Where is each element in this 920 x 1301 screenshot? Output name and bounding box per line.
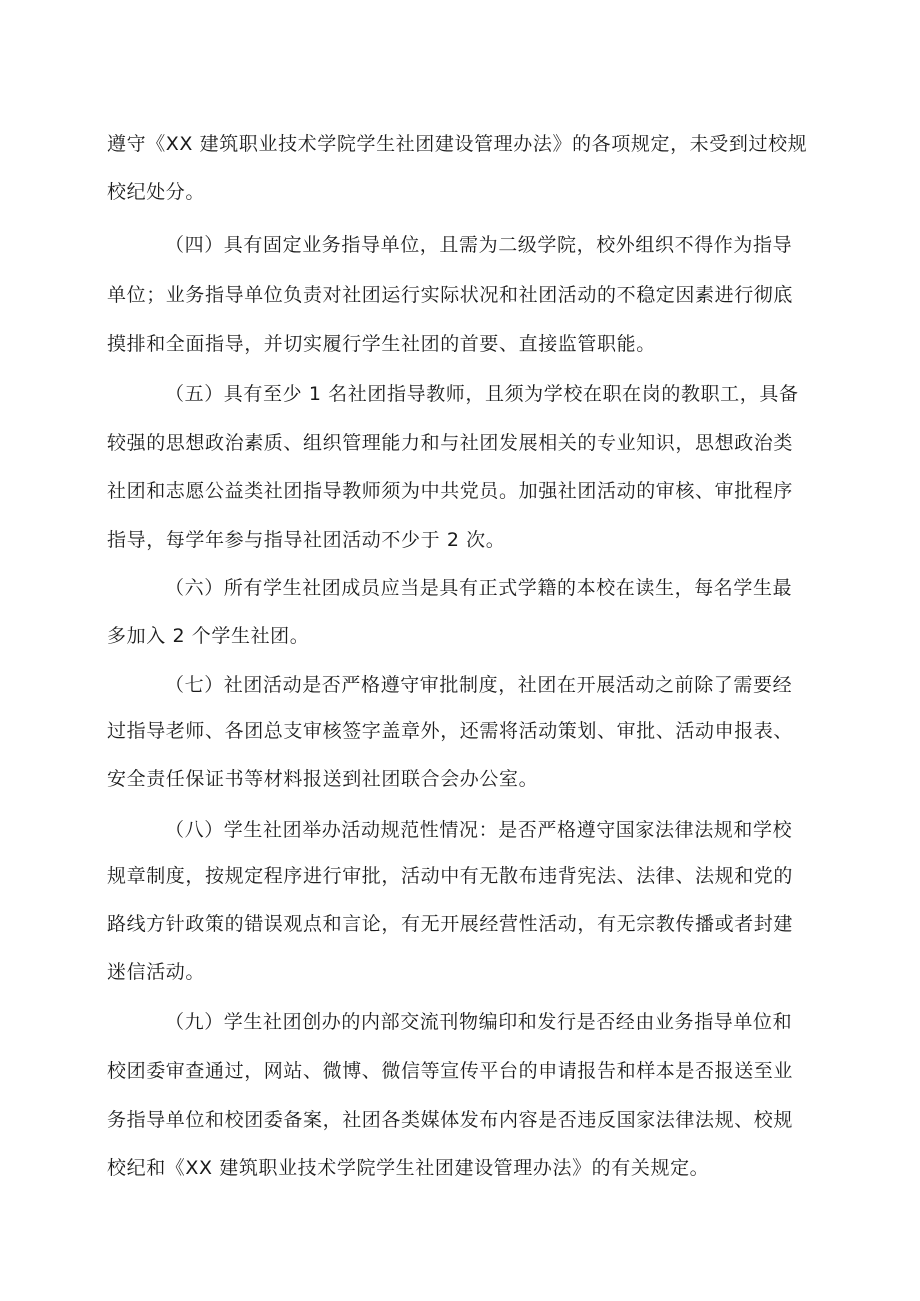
paragraph-first-line: （八）学生社团举办活动规范性情况：是否严格遵守国家法律法规和学校 xyxy=(165,819,793,841)
text-line: 校团委审查通过，网站、微博、微信等宣传平台的申请报告和样本是否报送至业 xyxy=(107,1060,794,1082)
text-line: 路线方针政策的错误观点和言论，有无开展经营性活动，有无宗教传播或者封建 xyxy=(107,913,794,935)
text-line: 规章制度，按规定程序进行审批，活动中有无散布违背宪法、法律、法规和党的 xyxy=(107,865,794,887)
text-line: 较强的思想政治素质、组织管理能力和与社团发展相关的专业知识，思想政治类 xyxy=(107,432,794,454)
text-line: 摸排和全面指导，并切实履行学生社团的首要、直接监管职能。 xyxy=(107,333,656,355)
text-line: 安全责任保证书等材料报送到社团联合会办公室。 xyxy=(107,768,539,790)
text-line: 务指导单位和校团委备案，社团各类媒体发布内容是否违反国家法律法规、校规 xyxy=(107,1109,794,1131)
text-line: 指导，每学年参与指导社团活动不少于 2 次。 xyxy=(107,529,506,551)
text-line: 遵守《XX 建筑职业技术学院学生社团建设管理办法》的各项规定，未受到过校规 xyxy=(107,133,808,155)
text-line: 校纪处分。 xyxy=(107,181,206,203)
paragraph-first-line: （六）所有学生社团成员应当是具有正式学籍的本校在读生，每名学生最 xyxy=(165,577,793,599)
paragraph-first-line: （七）社团活动是否严格遵守审批制度，社团在开展活动之前除了需要经 xyxy=(165,674,793,696)
text-line: 迷信活动。 xyxy=(107,961,206,983)
text-line: 校纪和《XX 建筑职业技术学院学生社团建设管理办法》的有关规定。 xyxy=(107,1157,710,1179)
paragraph-first-line: （九）学生社团创办的内部交流刊物编印和发行是否经由业务指导单位和 xyxy=(165,1011,793,1033)
paragraph-first-line: （四）具有固定业务指导单位，且需为二级学院，校外组织不得作为指导 xyxy=(165,234,793,256)
text-line: 多加入 2 个学生社团。 xyxy=(107,625,310,647)
paragraph-first-line: （五）具有至少 1 名社团指导教师，且须为学校在职在岗的教职工，具备 xyxy=(165,383,799,405)
text-line: 社团和志愿公益类社团指导教师须为中共党员。加强社团活动的审核、审批程序 xyxy=(107,480,794,502)
text-line: 单位；业务指导单位负责对社团运行实际状况和社团活动的不稳定因素进行彻底 xyxy=(107,284,794,306)
text-line: 过指导老师、各团总支审核签字盖章外，还需将活动策划、审批、活动申报表、 xyxy=(107,720,794,742)
